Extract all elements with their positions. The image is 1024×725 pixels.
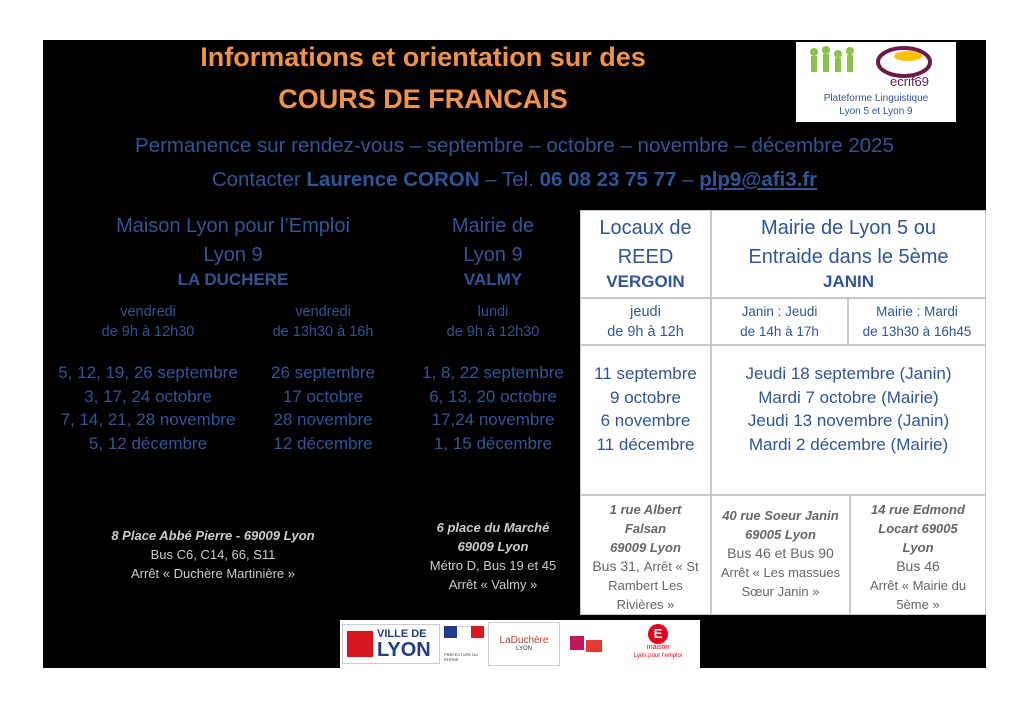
ecrif-logo	[796, 42, 956, 122]
col-duchere-site: LA DUCHERE	[177, 270, 289, 289]
mairie5-address: 14 rue Edmond Locart 69005 Lyon Bus 46 Arrêt « Mairie du 5ème »	[850, 495, 986, 615]
ville-de-lyon-logo: VILLE DE LYON	[342, 624, 440, 664]
col-valmy-site: VALMY	[463, 270, 523, 289]
contact-phone: 06 08 23 75 77	[539, 168, 677, 191]
title-line-2: COURS DE FRANCAIS	[278, 84, 568, 114]
col-duchere-header: Maison Lyon pour l’Emploi Lyon 9 LA DUCHERE	[53, 212, 413, 290]
lion-icon	[347, 631, 373, 657]
platform-caption: Plateforme Linguistique Lyon 5 et Lyon 9	[823, 93, 929, 117]
la-duchere-logo: LaDuchère LYON	[488, 622, 560, 666]
duchere-morning-dates: 5, 12, 19, 26 septembre 3, 17, 24 octobre 7, 14, 21, 28 novembre 5, 12 décembre	[58, 363, 238, 453]
col-vergoin-site: VERGOIN	[606, 272, 685, 291]
ecrif-logo-graphic	[796, 42, 956, 92]
valmy-dates: 1, 8, 22 septembre 6, 13, 20 octobre 17,24 novembre 1, 15 décembre	[422, 363, 564, 453]
flyer	[43, 40, 986, 668]
janin-jeudi-slot: Janin : Jeudi de 14h à 17h	[711, 298, 848, 345]
duchere-address: 8 Place Abbé Pierre - 69009 Lyon Bus C6, C14, 66, S11 Arrêt « Duchère Martinière »	[111, 528, 315, 581]
janin-address: 40 rue Soeur Janin 69005 Lyon Bus 46 et Bus 90 Arrêt « Les massues Sœur Janin »	[711, 495, 850, 615]
prefecture-logo: PRÉFECTURE DU RHÔNE	[444, 626, 484, 662]
french-flag-icon	[444, 626, 484, 638]
valmy-slot: lundi de 9h à 12h30	[446, 304, 540, 340]
duchere-afternoon-dates: 26 septembre 17 octobre 28 novembre 12 décembre	[271, 363, 375, 453]
duchere-afternoon-slot: vendredi de 13h30 à 16h	[272, 304, 374, 340]
valmy-address: 6 place du Marché 69009 Lyon Métro D, Bus 19 et 45 Arrêt « Valmy »	[429, 520, 557, 592]
vergoin-slot: jeudi de 9h à 12h	[580, 298, 711, 345]
janin-dates: Jeudi 18 septembre (Janin) Mardi 7 octobre (Mairie) Jeudi 13 novembre (Janin) Mardi 2 décembre (Mairie)	[711, 345, 986, 495]
col-vergoin-header: Locaux de REED VERGOIN	[580, 210, 711, 298]
vergoin-dates: 11 septembre 9 octobre 6 novembre 11 décembre	[580, 345, 711, 495]
duchere-morning-slot: vendredi de 9h à 12h30	[101, 304, 195, 340]
footer-logos	[340, 620, 700, 668]
col-janin-site: JANIN	[822, 272, 874, 291]
contact-email-link[interactable]: plp9@afi3.fr	[699, 168, 818, 191]
maison-emploi-icon: E	[648, 624, 668, 644]
mairie-mardi-slot: Mairie : Mardi de 13h30 à 16h45	[848, 298, 986, 345]
col-janin-header: Mairie de Lyon 5 ou Entraide dans le 5ème JANIN	[711, 210, 986, 298]
contact-name: Laurence CORON	[306, 168, 480, 191]
permanence-text: Permanence sur rendez-vous – septembre – octobre – novembre – décembre 2025	[135, 134, 894, 157]
partner-logo	[568, 630, 606, 658]
ecrif-logo-text: ecrif69	[890, 74, 930, 89]
maison-lyon-emploi-logo: E maison Lyon pour l'emploi	[633, 626, 683, 659]
title-line-1: Informations et orientation sur des	[200, 42, 646, 72]
vergoin-address: 1 rue Albert Falsan 69009 Lyon Bus 31, Arrêt « St Rambert Les Rivières »	[580, 495, 711, 615]
col-valmy-header: Mairie de Lyon 9 VALMY	[403, 212, 583, 290]
contact-line: Contacter Laurence CORON – Tel. 06 08 23 75 77 – plp9@afi3.fr	[211, 168, 818, 191]
